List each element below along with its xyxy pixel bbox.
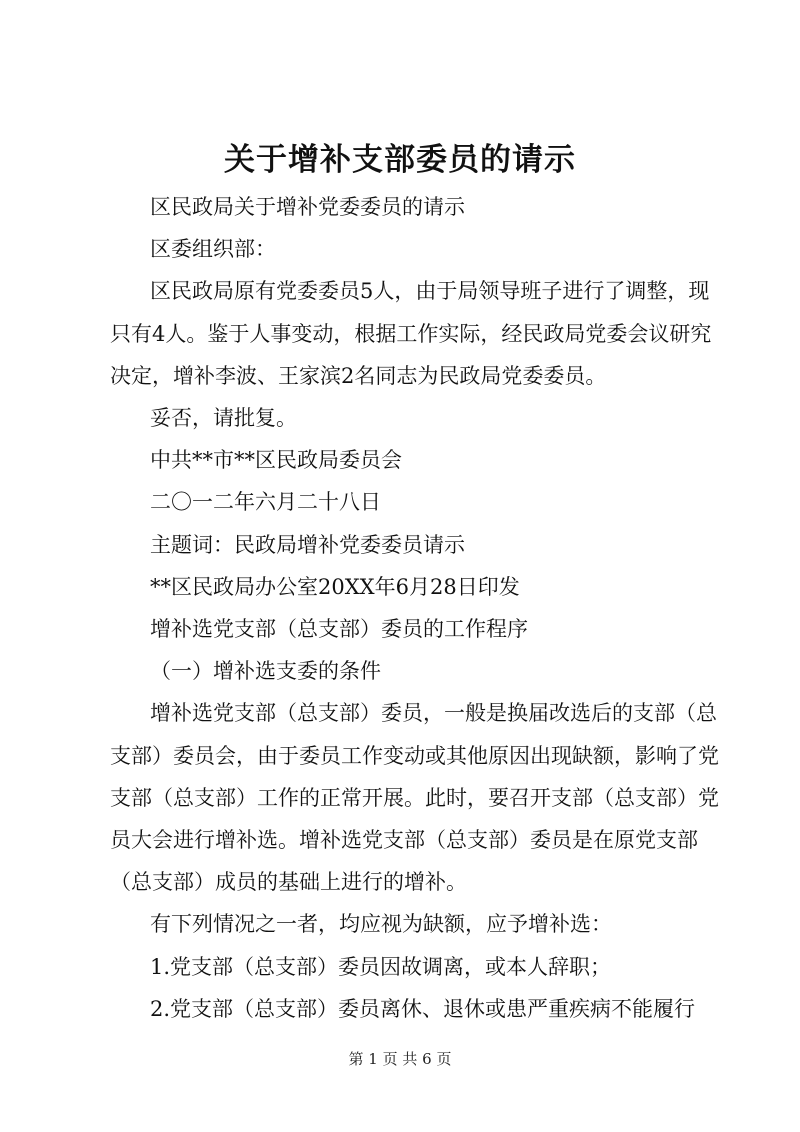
paragraph-list-item-2: 2.党支部（总支部）委员离休、退休或患严重疾病不能履行 <box>150 996 696 1021</box>
paragraph-heading: 区民政局关于增补党委委员的请示 <box>150 195 465 219</box>
paragraph-election-description: 增补选党支部（总支部）委员，一般是换届改选后的支部（总支部）委员会，由于委员工作变动或其他原因出现缺额，影响了党支部（总支部）工作的正常开展。此时，要召开支部（总支部）党员大会进行增补选。增补选党支部（总支部）委员是在原党支部（总支部）成员的基础上进行的增补。 <box>110 701 719 895</box>
paragraph-date: 二〇一二年六月二十八日 <box>150 490 381 515</box>
paragraph-list-item-1: 1.党支部（总支部）委员因故调离，或本人辞职； <box>150 954 612 979</box>
document-title: 关于增补支部委员的请示 <box>224 142 576 178</box>
paragraph-addressee: 区委组织部： <box>150 237 276 262</box>
paragraph-subject-words: 主题词：民政局增补党委委员请示 <box>150 532 465 557</box>
page-number-footer: 第 1 页 共 6 页 <box>348 1050 452 1068</box>
paragraph-print-note: **区民政局办公室20XX年6月28日印发 <box>150 574 520 599</box>
paragraph-procedure-title: 增补选党支部（总支部）委员的工作程序 <box>150 617 528 642</box>
paragraph-closing: 妥否，请批复。 <box>150 406 297 431</box>
document-body <box>110 186 725 1030</box>
paragraph-issuer: 中共**市**区民政局委员会 <box>150 448 402 473</box>
paragraph-main-request: 区民政局原有党委委员5人，由于局领导班子进行了调整，现只有4人。鉴于人事变动，根据工作实际，经民政局党委会议研究决定，增补李波、王家滨2名同志为民政局党委委员。 <box>110 279 712 388</box>
paragraph-vacancy-intro: 有下列情况之一者，均应视为缺额，应予增补选： <box>150 912 612 937</box>
paragraph-section-one: （一）增补选支委的条件 <box>150 659 381 684</box>
